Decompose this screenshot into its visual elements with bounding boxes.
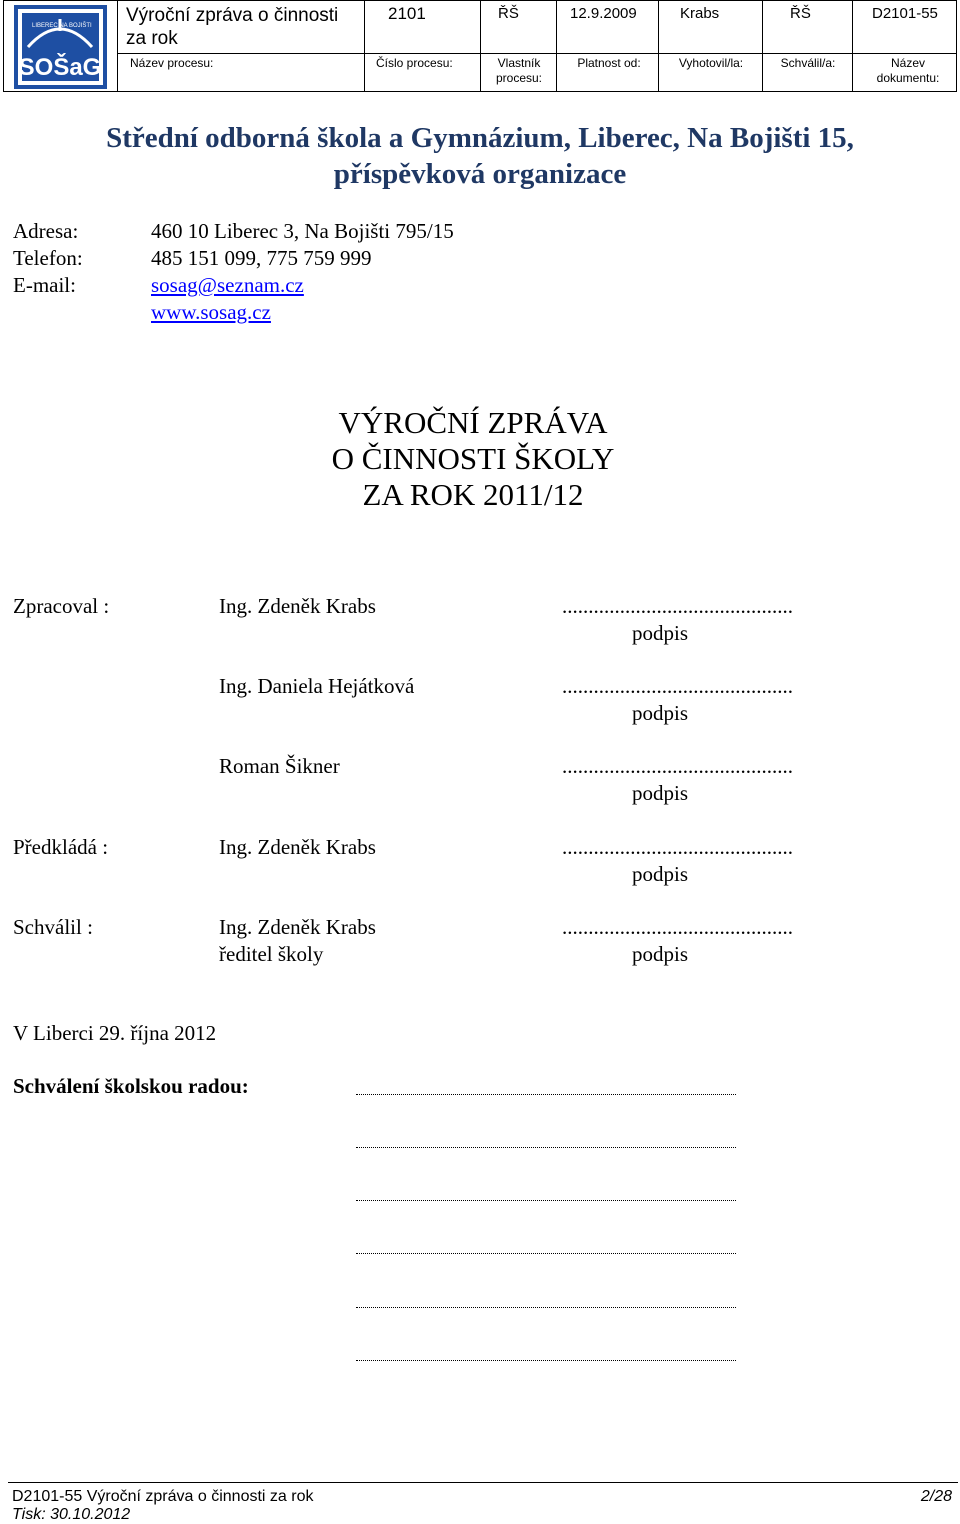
header-col-divider: [480, 1, 481, 91]
school-logo: [4, 1, 118, 91]
header-col-divider: [762, 1, 763, 91]
email-link[interactable]: sosag@seznam.cz: [151, 273, 304, 297]
signature-dots: ............................................: [562, 594, 793, 618]
board-signature-line: [356, 1253, 736, 1255]
label-process-number: Číslo procesu:: [376, 56, 453, 70]
footer-page-number: 2/28: [920, 1488, 952, 1505]
signer-name: Roman Šikner: [219, 754, 340, 778]
phone-value: 485 151 099, 775 759 999: [151, 246, 372, 270]
header-process-title: Výroční zpráva o činnosti za rok: [126, 5, 339, 49]
signature-caption: podpis: [632, 862, 689, 886]
place-date: V Liberci 29. října 2012: [13, 1021, 217, 1045]
label-owner: Vlastník procesu:: [495, 56, 543, 85]
signature-dots: ............................................: [562, 754, 793, 778]
label-approved-by: Schválil/a:: [780, 56, 836, 70]
signature-caption: podpis: [632, 701, 689, 725]
signer-name: Ing. Zdeněk Krabs: [219, 835, 376, 859]
board-signature-line: [356, 1307, 736, 1309]
header-approved-by: ŘŠ: [790, 5, 811, 22]
logo-top-text: LIBEREC NA BOJIŠTI: [32, 23, 92, 29]
signature-caption: podpis: [632, 942, 689, 966]
header-owner: ŘŠ: [498, 5, 519, 22]
signature-caption: podpis: [632, 621, 689, 645]
label-valid-from: Platnost od:: [577, 56, 641, 70]
header-col-divider: [364, 1, 365, 91]
footer-doc-title: D2101-55 Výroční zpráva o činnosti za rok: [12, 1488, 314, 1505]
address-label: Adresa:: [13, 219, 79, 243]
report-title-line3: ZA ROK 2011/12: [362, 477, 584, 512]
header-col-divider: [852, 1, 853, 91]
web-link[interactable]: www.sosag.cz: [151, 300, 271, 324]
report-title-line2: O ČINNOSTI ŠKOLY: [331, 441, 615, 476]
report-title-line1: VÝROČNÍ ZPRÁVA: [338, 405, 608, 440]
logo-mark-text: SOŠaG: [18, 54, 102, 81]
address-value: 460 10 Liberec 3, Na Bojišti 795/15: [151, 219, 454, 243]
signature-caption: podpis: [632, 781, 689, 805]
label-prepared-by: Vyhotovil/la:: [678, 56, 744, 70]
signer-name: Ing. Zdeněk Krabs: [219, 594, 376, 618]
signature-dots: ............................................: [562, 674, 793, 698]
signature-dots: ............................................: [562, 915, 793, 939]
board-signature-line: [356, 1360, 736, 1362]
label-process-name: Název procesu:: [130, 56, 214, 70]
header-row-divider: [118, 53, 956, 54]
header-prepared-by: Krabs: [680, 5, 720, 22]
header-col-divider: [556, 1, 557, 91]
signature-dots: ............................................: [562, 835, 793, 859]
phone-label: Telefon:: [13, 246, 83, 270]
org-name-line1: Střední odborná škola a Gymnázium, Liberec, Na Bojišti 15,: [106, 122, 854, 154]
header-process-number: 2101: [388, 4, 426, 23]
page-footer: [8, 1482, 958, 1521]
header-valid-from: 12.9.2009: [570, 5, 637, 22]
prepared-label: Zpracoval :: [13, 594, 110, 618]
org-name-line2: příspěvková organizace: [333, 158, 627, 190]
header-doc-name: D2101-55: [872, 5, 938, 22]
approved-label: Schválil :: [13, 915, 93, 939]
board-signature-line: [356, 1147, 736, 1149]
footer-print-date: Tisk: 30.10.2012: [12, 1506, 131, 1523]
board-approval-label: Schválení školskou radou:: [13, 1074, 249, 1098]
board-signature-line: [356, 1200, 736, 1202]
sosag-logo-icon: [4, 1, 117, 91]
email-label: E-mail:: [13, 273, 76, 297]
signer-name: Ing. Daniela Hejátková: [219, 674, 415, 698]
submitted-label: Předkládá :: [13, 835, 109, 859]
signer-name: Ing. Zdeněk Krabs: [219, 915, 376, 939]
document-header: [3, 0, 957, 92]
board-signature-line: [356, 1094, 736, 1096]
label-doc-name: Název dokumentu:: [876, 56, 940, 85]
header-col-divider: [658, 1, 659, 91]
signer-role: ředitel školy: [219, 942, 324, 966]
